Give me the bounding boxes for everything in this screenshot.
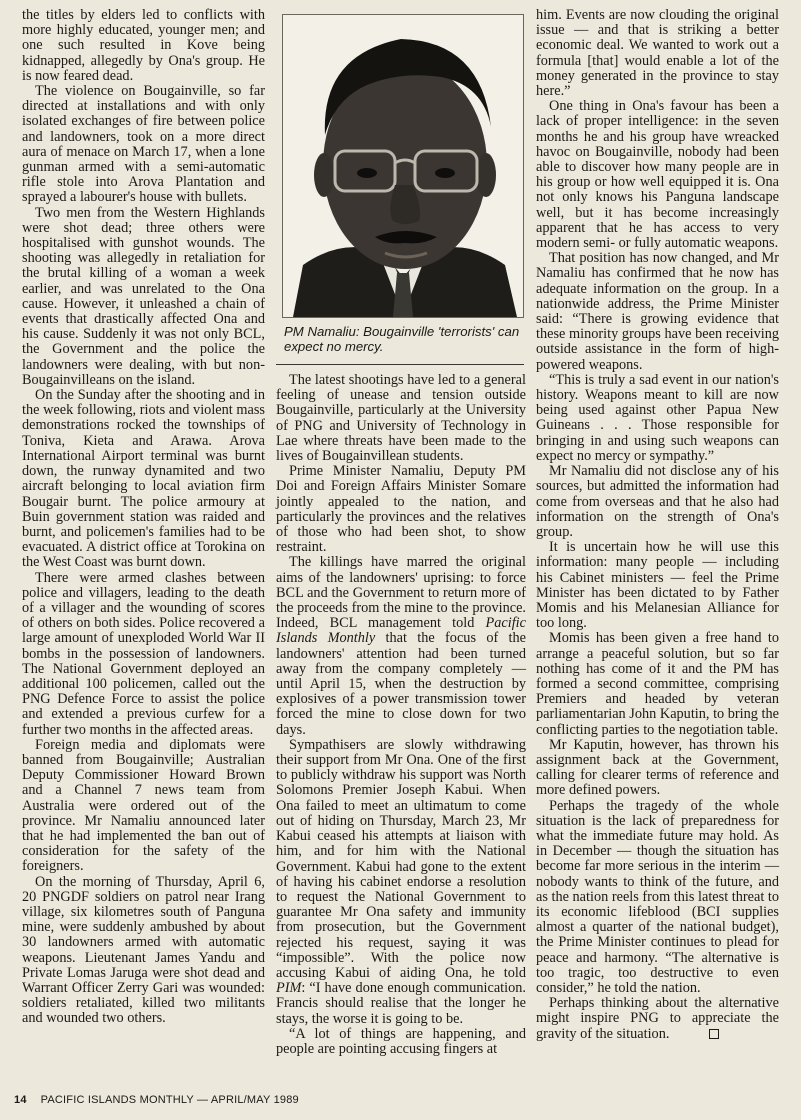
paragraph xyxy=(276,738,526,1027)
paragraph-text: The killings have marred the original aims of the landowners' uprising: to force BCL and the Government to return more of the proceeds from the mine to the province. Indeed, BCL management told xyxy=(276,554,526,632)
paragraph: One thing in Ona's favour has been a lack of proper intelligence: in the seven months he and his group have wreacked havoc on Bougainville, nobody had been able to discover how many people are in his group or how well equipped it is. Ona not only knows his Panguna landscape well, but it has become increasingly apparent that he has access to very modern semi- or fully automatic weapons. xyxy=(536,98,779,252)
page-number: 14 xyxy=(14,1094,27,1106)
divider xyxy=(276,364,524,365)
paragraph: Mr Namaliu did not disclose any of his sources, but admitted the information had come from overseas and that he also had information on the strength of Ona's group. xyxy=(536,463,779,540)
paragraph: him. Events are now clouding the original issue — and that is striking a better economic deal. We wanted to work out a formula [that] would enable a lot of the money generated in the province to stay here.” xyxy=(536,7,779,100)
paragraph xyxy=(536,996,779,1042)
portrait-photo xyxy=(282,14,524,318)
paragraph: Two men from the Western Highlands were shot dead; three others were hospitalised with gunshot wounds. The shooting was allegedly in retaliation for the brutal killing of a woman a week earlier, and was unrelated to the Ona cause. However, it unleashed a chain of events that drastically affected Ona and his cause. Suddenly it was not only BCL, the Government and the police the landowners were dealing, with but non-Bougainvilleans on the island. xyxy=(22,204,265,388)
paragraph: Perhaps the tragedy of the whole situation is the lack of preparedness for what the immediate future may hold. As in December — though the situation has become far more serious in the interim — nobody wants to think of the future, and as the nation reels from this latest threat to its economic lifeblood (BCI supplies almost a quarter of the national budget), the Prime Minister continues to plead for peace and harmony. “The alternative is too tragic, too destructive to even consider,” he told the nation. xyxy=(536,797,779,996)
publication-footer: PACIFIC ISLANDS MONTHLY — APRIL/MAY 1989 xyxy=(40,1094,299,1106)
page-footer xyxy=(14,1094,299,1106)
paragraph-text: that the focus of the landowners' attention had been turned away from the company completely — until April 15, when the destruction by explosives of a power transmission tower forced the mine to close down for two days. xyxy=(276,630,526,738)
paragraph: The violence on Bougainville, so far directed at installations and with only isolated exchanges of fire between police and landowners, took on a more direct aura of menace on March 17, when a lone gunman armed with a semi-automatic rifle stole into Arova Plantation and sprayed a labourer's house with bullets. xyxy=(22,83,265,206)
paragraph: On the Sunday after the shooting and in the week following, riots and violent mass demonstrations rocked the townships of Toniva, Kieta and Arawa. Arova International Airport terminal was burnt down, the runway dynamited and two aircraft belonging to local aviation firm Bougair burnt. The police armoury at Buin government station was raided and burnt, and policemen's families had to be evacuated. A district office at Torokina on the West Coast was burnt down. xyxy=(22,387,265,571)
paragraph-text: : “I have done enough communication. Francis should realise that the longer he stays, the worse it is going to be. xyxy=(276,980,526,1027)
portrait-illustration xyxy=(283,15,523,317)
article-column-3 xyxy=(536,8,779,1042)
paragraph: The latest shootings have led to a general feeling of unease and tension outside Bougainville, particularly at the University of PNG and University of Technology in Lae where threats have been made to the lives of Bougainvillean students. xyxy=(276,372,526,465)
article-column-1 xyxy=(22,8,265,1027)
article-column-2 xyxy=(274,14,526,1057)
paragraph: the titles by elders led to conflicts with more highly educated, younger men; and one such resulted in Kove being kidnapped, allegedly by Ona's group. He is now feared dead. xyxy=(22,7,265,84)
paragraph: Foreign media and diplomats were banned from Bougainville; Australian Deputy Commissioner Howard Brown and a Channel 7 news team from Australia were ordered out of the province. Mr Namaliu announced later that he had implemented the ban out of consideration for the safety of the foreigners. xyxy=(22,736,265,875)
end-of-article-icon xyxy=(709,1029,719,1039)
paragraph: Prime Minister Namaliu, Deputy PM Doi and Foreign Affairs Minister Somare jointly appealed to the nation, and particularly the provinces and the relatives of those who had been shot, to show restraint. xyxy=(276,463,526,556)
paragraph: On the morning of Thursday, April 6, 20 PNGDF soldiers on patrol near Irang village, six kilometres south of Panguna mine, were suddenly ambushed by about 30 landowners armed with automatic weapons. Lieutenant James Yandu and Private Lomas Jaruga were shot dead and Warrant Officer Zerry Gari was wounded: soldiers retaliated, killed two militants and wounded two others. xyxy=(22,873,265,1027)
paragraph xyxy=(276,555,526,737)
paragraph: Momis has been given a free hand to arrange a peaceful solution, but so far nothing has come of it and the PM has formed a second committee, comprising Premiers and headed by veteran parliamentarian John Kaputin, to bring the conflicting parties to the negotiation table. xyxy=(536,630,779,738)
paragraph: Mr Kaputin, however, has thrown his assignment back at the Government, calling for clearer terms of reference and more defined powers. xyxy=(536,736,779,799)
paragraph-text: Perhaps thinking about the alternative might inspire PNG to appreciate the gravity of the situation. xyxy=(536,995,779,1042)
paragraph: It is uncertain how he will use this information: many people — including his Cabinet ministers — feel the Prime Minister has been dictated to by Father Momis and his Melanesian Alliance for too long. xyxy=(536,539,779,632)
publication-name: Pacific Islands Monthly xyxy=(276,615,526,647)
paragraph: “A lot of things are happening, and people are pointing accusing fingers at xyxy=(276,1025,526,1057)
paragraph: “This is truly a sad event in our nation's history. Weapons meant to kill are now being used against other Papua New Guineans . . . Those responsible for bringing in and using such weapons can expect no mercy or sympathy.” xyxy=(536,371,779,464)
publication-abbr: PIM xyxy=(276,980,302,997)
paragraph-text: Sympathisers are slowly withdrawing their support from Mr Ona. One of the first to publicly withdraw his support was North Solomons Premier Joseph Kabui. When Ona failed to meet an ultimatum to come out of hiding on Thursday, March 23, Mr Kabui ceased his attempts at liaison with him, and for him with the National Government. Kabui had gone to the extent of having his cabinet endorse a resolution to request the National Government to guarantee Mr Ona safety and immunity from prosecution, but the Government rejected his request, saying it was “impossible”. With the police now accusing Kabui of aiding Ona, he told xyxy=(276,736,526,981)
paragraph: That position has now changed, and Mr Namaliu has confirmed that he now has adequate information on the group. In a nationwide address, the Prime Minister said: “There is growing evidence that these minority groups have been receiving outside assistance in the form of high-powered weapons. xyxy=(536,250,779,373)
photo-caption: PM Namaliu: Bougainville 'terrorists' can expect no mercy. xyxy=(284,324,520,354)
paragraph: There were armed clashes between police and villagers, leading to the death of a villager and the wounding of scores of others on both sides. Police recovered a large amount of unexploded World War II bombs in the possession of landowners. The National Government deployed an additional 100 policemen, called out the PNG Defence Force to assist the police and extended a previous curfew for a further two months in the affected areas. xyxy=(22,569,265,738)
